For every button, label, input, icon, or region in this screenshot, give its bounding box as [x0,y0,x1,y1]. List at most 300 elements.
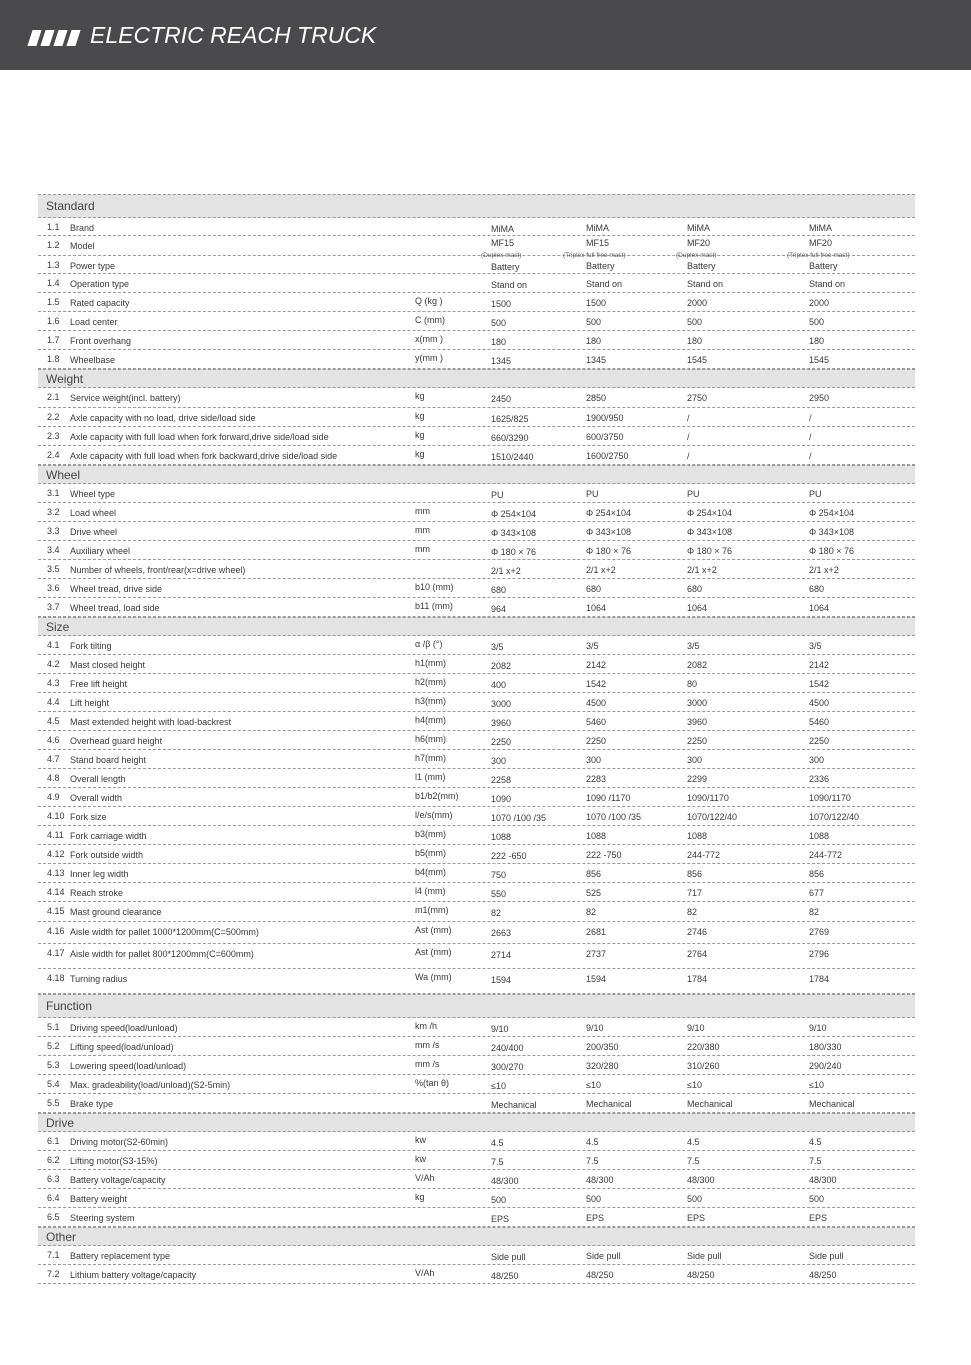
cell-v3: 180 [687,336,703,346]
cell-v2: 4.5 [586,1137,599,1147]
cell-no: 3.1 [47,488,60,498]
cell-unit: b10 (mm) [415,582,454,592]
cell-v4: 4.5 [809,1137,822,1147]
cell-v3: PU [687,489,700,499]
cell-v1: 660/3290 [491,433,529,443]
cell-item: Free lift height [70,679,128,689]
cell-v2: 3/5 [586,641,599,651]
cell-item: Wheel tread, drive side [70,584,163,594]
cell-item: Battery voltage/capacity [70,1175,166,1185]
cell-v4: / [809,413,812,423]
cell-v1: 500 [491,1195,507,1205]
cell-v1: Side pull [491,1252,526,1262]
table-row [38,712,915,731]
cell-v4: Stand on [809,279,846,289]
cell-no: 4.1 [47,640,60,650]
cell-v1: 500 [491,318,507,328]
cell-v4: 5460 [809,717,830,727]
cell-v4: 1542 [809,679,830,689]
cell-unit: Q (kg ) [415,296,443,306]
cell-no: 4.17 [47,948,65,958]
cell-v2: 1064 [586,603,607,613]
cell-item: Driving speed(load/unload) [70,1023,178,1033]
cell-item: Lift height [70,698,110,708]
cell-v2: 2/1 x+2 [586,565,616,575]
cell-v4: 2000 [809,298,830,308]
cell-no: 4.16 [47,926,65,936]
table-row [38,826,915,845]
cell-item: Mast closed height [70,660,146,670]
cell-v2: Φ 343×108 [586,527,631,537]
cell-v1: 1510/2440 [491,452,534,462]
cell-v1: 300/270 [491,1062,524,1072]
table-row [38,541,915,560]
cell-unit: %(tan θ) [415,1078,450,1088]
cell-v3: MiMA [687,223,710,233]
cell-v4: 82 [809,907,820,917]
cell-v3: 2746 [687,927,708,937]
cell-no: 1.2 [47,240,60,250]
cell-v4: MF20 [809,238,833,248]
table-row [38,1037,915,1056]
section-header-other: Other [38,1227,915,1246]
table-row [38,750,915,769]
cell-v2: 525 [586,888,602,898]
cell-no: 6.4 [47,1193,60,1203]
cell-v3: 717 [687,888,703,898]
cell-item: Mast ground clearance [70,907,162,917]
cell-v2: 48/300 [586,1175,614,1185]
cell-item: Max. gradeability(load/unload)(S2-5min) [70,1080,231,1090]
cell-v2: 9/10 [586,1023,604,1033]
cell-v3: 1545 [687,355,708,365]
cell-v4: 7.5 [809,1156,822,1166]
table-row [38,1170,915,1189]
table-row [38,293,915,312]
cell-v1: PU [491,490,504,500]
table-row [38,427,915,446]
cell-v2: 2737 [586,949,607,959]
cell-v2: 2681 [586,927,607,937]
cell-v4: 2250 [809,736,830,746]
cell-no: 2.2 [47,412,60,422]
cell-item: Lowering speed(load/unload) [70,1061,187,1071]
table-row [38,655,915,674]
cell-item: Steering system [70,1213,135,1223]
cell-item: Model [70,241,95,251]
cell-v2: 1594 [586,974,607,984]
cell-item: Drive wheel [70,527,118,537]
cell-unit: kg [415,449,425,459]
cell-no: 4.5 [47,716,60,726]
cell-v4: 2336 [809,774,830,784]
cell-v3: Mechanical [687,1099,733,1109]
cell-v1: 750 [491,870,507,880]
cell-v1: 3960 [491,718,512,728]
table-row [38,388,915,408]
cell-v2: 2142 [586,660,607,670]
cell-v4: 1545 [809,355,830,365]
cell-v3: Φ 343×108 [687,527,732,537]
cell-no: 4.14 [47,887,65,897]
cell-v1: 2258 [491,775,512,785]
cell-v4: 677 [809,888,825,898]
table-row [38,769,915,788]
cell-v1: 2250 [491,737,512,747]
cell-v3: / [687,432,690,442]
cell-v2: ≤10 [586,1080,601,1090]
cell-v2: 1345 [586,355,607,365]
cell-v1: 1594 [491,975,512,985]
cell-v3: Stand on [687,279,724,289]
table-row [38,1265,915,1284]
cell-unit: kg [415,391,425,401]
cell-v3: ≤10 [687,1080,702,1090]
cell-model-note: (Triplex full free mast) [787,252,850,259]
cell-v2: 180 [586,336,602,346]
cell-v2: Side pull [586,1251,621,1261]
cell-item: Axle capacity with full load when fork forward,drive side/load side [70,432,329,442]
cell-item: Wheelbase [70,355,116,365]
cell-v4: 1088 [809,831,830,841]
cell-no: 3.6 [47,583,60,593]
cell-v2: 680 [586,584,602,594]
brand-bars-icon [30,30,82,46]
cell-item: Mast extended height with load-backrest [70,717,232,727]
page-title: ELECTRIC REACH TRUCK [90,22,377,48]
cell-v1: 48/250 [491,1271,519,1281]
table-row [38,1246,915,1265]
cell-item: Brake type [70,1099,114,1109]
cell-unit: Ast (mm) [415,947,452,957]
cell-unit: mm /s [415,1059,440,1069]
cell-v4: Φ 254×104 [809,508,854,518]
table-row [38,922,915,944]
cell-no: 3.2 [47,507,60,517]
cell-v2: 1600/2750 [586,451,629,461]
cell-item: Number of wheels, front/rear(x=drive wheel) [70,565,246,575]
cell-item: Fork carriage width [70,831,147,841]
table-row [38,969,915,994]
cell-no: 4.7 [47,754,60,764]
cell-v2: 48/250 [586,1270,614,1280]
cell-v3: / [687,451,690,461]
cell-unit: b5(mm) [415,848,446,858]
cell-v1: 180 [491,337,507,347]
cell-v3: 1784 [687,974,708,984]
cell-v1: 82 [491,908,502,918]
table-row [38,408,915,427]
cell-unit: h2(mm) [415,677,446,687]
cell-unit: mm [415,525,430,535]
cell-v3: 310/260 [687,1061,720,1071]
cell-v1: 1500 [491,299,512,309]
cell-no: 3.5 [47,564,60,574]
cell-v3: Side pull [687,1251,722,1261]
section-header-wheel: Wheel [38,465,915,484]
cell-v3: 2000 [687,298,708,308]
cell-v2: 5460 [586,717,607,727]
cell-v3: / [687,413,690,423]
cell-unit: b1/b2(mm) [415,791,459,801]
table-row [38,1208,915,1227]
cell-v1: 222 -650 [491,851,527,861]
cell-v2: Φ 254×104 [586,508,631,518]
cell-v3: 1070/122/40 [687,812,738,822]
cell-v4: Φ 343×108 [809,527,854,537]
table-row [38,1189,915,1208]
cell-no: 4.11 [47,830,64,840]
cell-v1: 300 [491,756,507,766]
cell-v3: 2750 [687,393,708,403]
cell-v1: 1625/825 [491,414,529,424]
cell-unit: C (mm) [415,315,445,325]
cell-v2: 300 [586,755,602,765]
cell-unit: kg [415,430,425,440]
cell-v4: 290/240 [809,1061,842,1071]
cell-v4: 2/1 x+2 [809,565,839,575]
cell-no: 2.4 [47,450,60,460]
cell-no: 2.3 [47,431,60,441]
cell-v2: 1088 [586,831,607,841]
cell-item: Power type [70,261,116,271]
cell-v4: Side pull [809,1251,844,1261]
cell-item: Aisle width for pallet 1000*1200mm(C=500mm) [70,927,259,937]
cell-item: Service weight(incl. battery) [70,393,181,403]
cell-v1: Mechanical [491,1100,537,1110]
cell-v2: MF15 [586,238,610,248]
cell-v3: EPS [687,1213,706,1223]
cell-v1: MiMA [491,224,514,234]
cell-no: 4.3 [47,678,60,688]
cell-v4: 180 [809,336,825,346]
cell-no: 3.7 [47,602,60,612]
cell-no: 3.3 [47,526,60,536]
cell-item: Load wheel [70,508,117,518]
cell-item: Operation type [70,279,130,289]
cell-v4: Φ 180 × 76 [809,546,854,556]
cell-item: Load center [70,317,118,327]
cell-v1: 3000 [491,699,512,709]
cell-item: Fork outside width [70,850,144,860]
cell-v3: 2/1 x+2 [687,565,717,575]
cell-v4: 180/330 [809,1042,842,1052]
table-row [38,218,915,236]
cell-item: Wheel type [70,489,116,499]
table-row [38,902,915,922]
cell-v2: 1500 [586,298,607,308]
cell-v3: Φ 254×104 [687,508,732,518]
cell-v2: 2250 [586,736,607,746]
cell-v4: 300 [809,755,825,765]
cell-v4: 680 [809,584,825,594]
cell-v4: 244-772 [809,850,843,860]
table-row [38,446,915,465]
cell-no: 5.2 [47,1041,60,1051]
cell-item: Rated capacity [70,298,130,308]
cell-v4: 1090/1170 [809,793,851,803]
table-row [38,807,915,826]
cell-v2: 1070 /100 /35 [586,812,642,822]
table-row [38,312,915,331]
cell-v3: 300 [687,755,703,765]
cell-v2: EPS [586,1213,605,1223]
cell-v1: 48/300 [491,1176,519,1186]
cell-item: Brand [70,223,95,233]
cell-v1: 4.5 [491,1138,504,1148]
cell-v1: 240/400 [491,1043,524,1053]
cell-v4: ≤10 [809,1080,824,1090]
cell-item: Lifting speed(load/unload) [70,1042,174,1052]
cell-v2: 1090 /1170 [586,793,631,803]
cell-unit: h1(mm) [415,658,446,668]
cell-model-note: (Duplex mast) [676,252,717,259]
cell-item: Battery weight [70,1194,128,1204]
table-row [38,598,915,617]
cell-v3: 80 [687,679,698,689]
cell-v3: Battery [687,261,716,271]
cell-unit: V/Ah [415,1173,435,1183]
cell-no: 4.4 [47,697,60,707]
cell-v4: / [809,451,812,461]
cell-item: Overall width [70,793,123,803]
cell-v4: EPS [809,1213,828,1223]
cell-v2: 500 [586,1194,602,1204]
cell-v2: Mechanical [586,1099,632,1109]
cell-v1: 400 [491,680,507,690]
cell-v4: 1070/122/40 [809,812,860,822]
cell-unit: V/Ah [415,1268,435,1278]
cell-v1: 2/1 x+2 [491,566,521,576]
cell-item: Axle capacity with no load, drive side/load side [70,413,256,423]
cell-v2: 500 [586,317,602,327]
cell-no: 2.1 [47,392,60,402]
cell-unit: mm [415,506,430,516]
cell-unit: kg [415,411,425,421]
cell-no: 5.1 [47,1022,60,1032]
cell-v3: 3000 [687,698,708,708]
cell-no: 4.6 [47,735,60,745]
cell-v1: 7.5 [491,1157,504,1167]
cell-unit: kw [415,1154,426,1164]
cell-v4: / [809,432,812,442]
cell-unit: Wa (mm) [415,972,452,982]
cell-unit: m1(mm) [415,905,449,915]
cell-v2: Φ 180 × 76 [586,546,631,556]
cell-v4: 500 [809,317,825,327]
table-row [38,674,915,693]
cell-v3: 48/250 [687,1270,715,1280]
cell-v4: MiMA [809,223,832,233]
cell-v2: 222 -750 [586,850,622,860]
table-row [38,256,915,274]
section-header-weight: Weight [38,369,915,388]
cell-v2: 82 [586,907,597,917]
cell-v4: 500 [809,1194,825,1204]
cell-no: 5.5 [47,1098,60,1108]
cell-v2: 1542 [586,679,607,689]
cell-v3: 244-772 [687,850,721,860]
cell-unit: mm /s [415,1040,440,1050]
cell-unit: y(mm ) [415,353,443,363]
cell-v4: Mechanical [809,1099,855,1109]
cell-v2: Stand on [586,279,623,289]
cell-unit: x(mm ) [415,334,443,344]
cell-unit: b3(mm) [415,829,446,839]
cell-v1: 1088 [491,832,512,842]
cell-unit: h6(mm) [415,734,446,744]
table-row [38,274,915,293]
cell-no: 4.8 [47,773,60,783]
cell-v4: 3/5 [809,641,822,651]
table-row [38,1094,915,1113]
section-header-function: Function [38,994,915,1018]
table-row [38,1075,915,1094]
cell-unit: km /h [415,1021,438,1031]
cell-no: 5.4 [47,1079,60,1089]
cell-v4: 48/300 [809,1175,837,1185]
table-row [38,731,915,750]
cell-v3: 856 [687,869,703,879]
cell-v1: 3/5 [491,642,504,652]
cell-unit: b11 (mm) [415,601,453,611]
cell-v3: 220/380 [687,1042,720,1052]
cell-no: 1.7 [47,335,60,345]
cell-item: Fork tilting [70,641,112,651]
cell-item: Fork size [70,812,107,822]
cell-no: 6.5 [47,1212,60,1222]
cell-unit: h7(mm) [415,753,446,763]
table-row [38,788,915,807]
cell-no: 4.15 [47,906,65,916]
cell-v1: 550 [491,889,507,899]
cell-v1: EPS [491,1214,510,1224]
table-row [38,350,915,369]
cell-v3: 1090/1170 [687,793,729,803]
table-row [38,693,915,712]
table-row [38,331,915,350]
cell-no: 4.10 [47,811,65,821]
table-row [38,944,915,969]
table-row [38,864,915,883]
cell-item: Lifting motor(S3-15%) [70,1156,158,1166]
cell-v3: 500 [687,1194,703,1204]
cell-v3: 2299 [687,774,708,784]
cell-no: 4.12 [47,849,65,859]
cell-unit: l4 (mm) [415,886,446,896]
cell-no: 1.8 [47,354,60,364]
cell-v1: MF15 [491,238,515,248]
cell-v3: 500 [687,317,703,327]
cell-no: 4.13 [47,868,65,878]
cell-v3: 2082 [687,660,708,670]
cell-v2: Battery [586,261,615,271]
cell-v3: 2764 [687,949,708,959]
cell-unit: kg [415,1192,425,1202]
cell-no: 6.3 [47,1174,60,1184]
section-header-standard: Standard [38,194,915,218]
cell-v4: 9/10 [809,1023,827,1033]
cell-v3: 680 [687,584,703,594]
cell-item: Reach stroke [70,888,124,898]
cell-item: Aisle width for pallet 800*1200mm(C=600mm) [70,949,254,959]
cell-unit: α /β (°) [415,639,443,649]
cell-v4: PU [809,489,822,499]
cell-unit: h3(mm) [415,696,446,706]
cell-no: 3.4 [47,545,60,555]
table-row [38,579,915,598]
cell-v4: 856 [809,869,825,879]
